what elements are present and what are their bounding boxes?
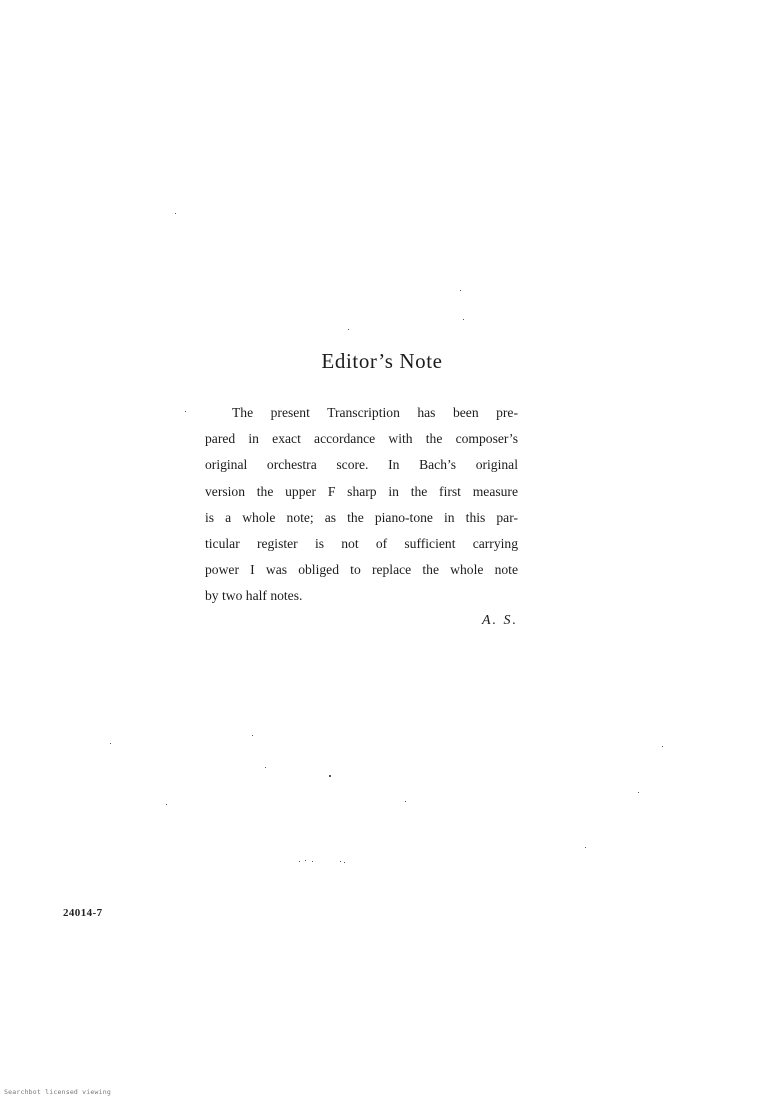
scan-speck	[110, 743, 111, 744]
editor-signature: A. S.	[481, 613, 518, 628]
body-line: is a whole note; as the piano-tone in this par-	[205, 509, 518, 525]
scan-speck	[463, 319, 464, 320]
scan-speck	[662, 746, 663, 747]
scan-speck	[305, 860, 306, 861]
scan-speck	[405, 801, 406, 802]
body-line: by two half notes.	[205, 588, 303, 604]
body-line: version the upper F sharp in the first measure	[205, 483, 518, 499]
scan-speck	[585, 847, 586, 848]
scan-speck	[344, 862, 345, 863]
scan-speck	[175, 213, 176, 214]
scan-speck	[638, 792, 639, 793]
scan-speck	[265, 767, 266, 768]
scan-speck	[340, 861, 341, 862]
body-line: ticular register is not of sufficient carrying	[205, 535, 518, 551]
scan-speck	[299, 861, 300, 862]
body-line: original orchestra score. In Bach’s original	[205, 457, 518, 473]
scan-speck	[460, 290, 461, 291]
scan-speck	[185, 411, 186, 412]
scan-speck	[166, 804, 167, 805]
scan-speck	[312, 861, 313, 862]
page-title: Editor’s Note	[321, 349, 443, 373]
body-line: power I was obliged to replace the whole note	[205, 562, 518, 578]
scan-speck	[252, 735, 253, 736]
scan-footer-note: Searchbot licensed viewing	[4, 1088, 111, 1096]
editors-note-body	[205, 400, 518, 610]
body-line: The present Transcription has been pre-	[232, 405, 518, 420]
scan-speck	[329, 775, 331, 777]
scan-speck	[348, 329, 349, 330]
body-line: pared in exact accordance with the composer’s	[205, 431, 518, 447]
plate-number: 24014-7	[63, 907, 103, 919]
